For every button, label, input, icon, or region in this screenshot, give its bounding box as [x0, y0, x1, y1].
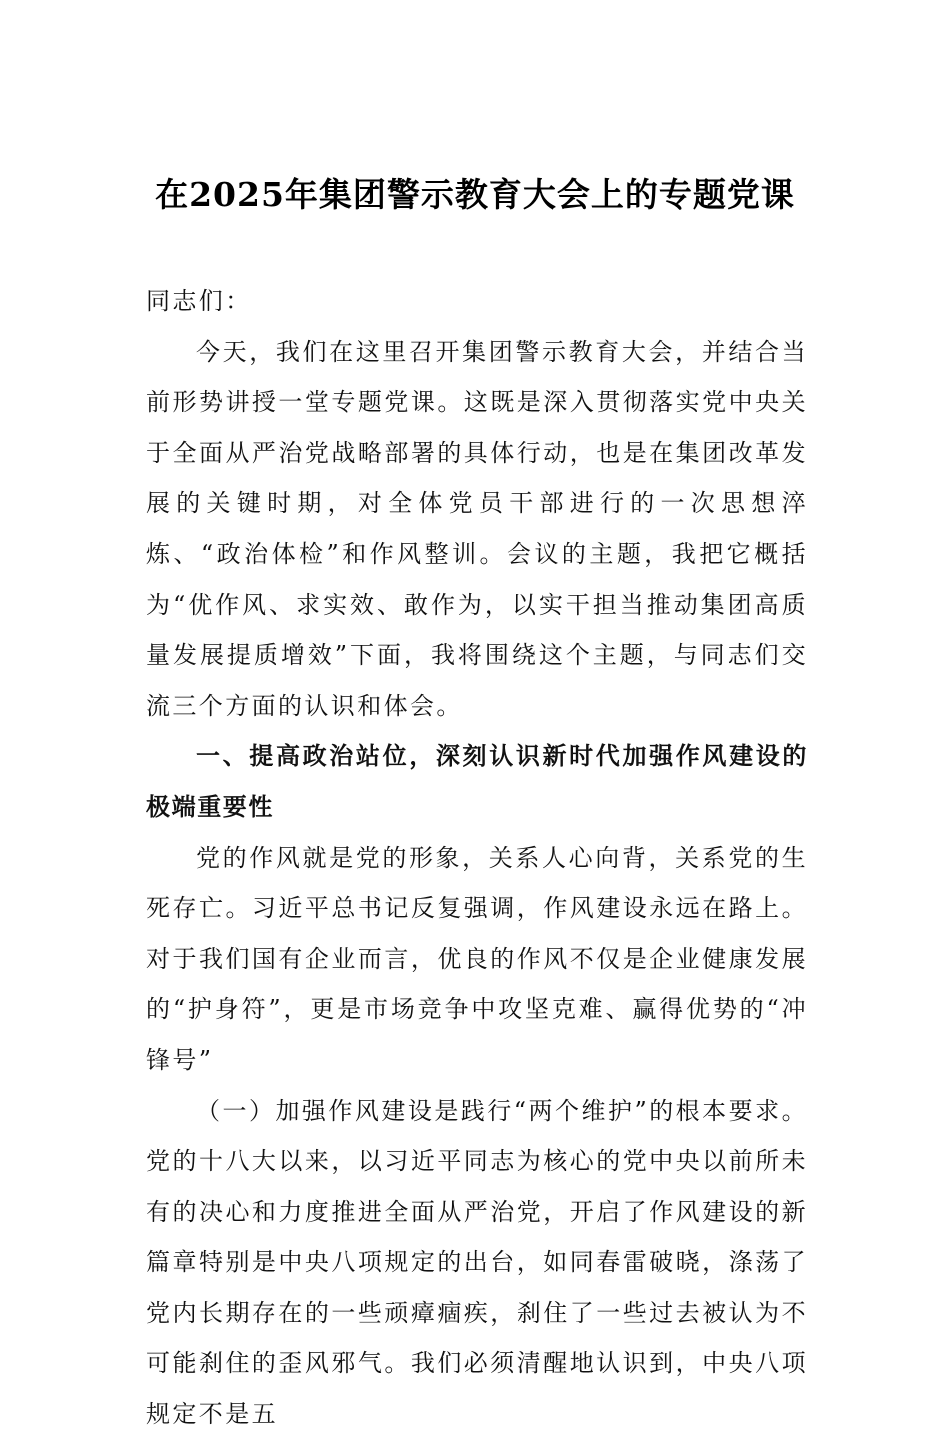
- salutation: 同志们：: [146, 287, 252, 315]
- section-heading: 一、提高政治站位，深刻认识新时代加强作风建设的极端重要性: [146, 742, 808, 821]
- subsection-paragraph: [146, 1086, 808, 1440]
- intro-paragraph: 今天，我们在这里召开集团警示教育大会，并结合当前形势讲授一堂专题党课。这既是深入贯彻落实党中央关于全面从严治党战略部署的具体行动，也是在集团改革发展的关键时期，对全体党员干部进行的一次思想淬炼、“政治体检”和作风整训。会议的主题，我把它概括为“优作风、求实效、敢作为，以实干担当推动集团高质量发展提质增效”下面，我将围绕这个主题，与同志们交流三个方面的认识和体会。: [146, 337, 808, 720]
- subsection-text: 党的十八大以来，以习近平同志为核心的党中央以前所未有的决心和力度推进全面从严治党，开启了作风建设的新篇章特别是中央八项规定的出台，如同春雷破晓，涤荡了党内长期存在的一些顽瘴痼疾，刹住了一些过去被认为不可能刹住的歪风邪气。我们必须清醒地认识到，中央八项规定不是五: [146, 1147, 808, 1429]
- subsection-heading: （一）加强作风建设是践行“两个维护”的根本要求。: [196, 1096, 808, 1125]
- document-title: 在2025年集团警示教育大会上的专题党课: [155, 175, 795, 214]
- document-body: [146, 276, 808, 1440]
- section-paragraph: 党的作风就是党的形象，关系人心向背，关系党的生死存亡。习近平总书记反复强调，作风建设永远在路上。对于我们国有企业而言，优良的作风不仅是企业健康发展的“护身符”，更是市场竞争中攻坚克难、赢得优势的“冲锋号”: [146, 843, 808, 1074]
